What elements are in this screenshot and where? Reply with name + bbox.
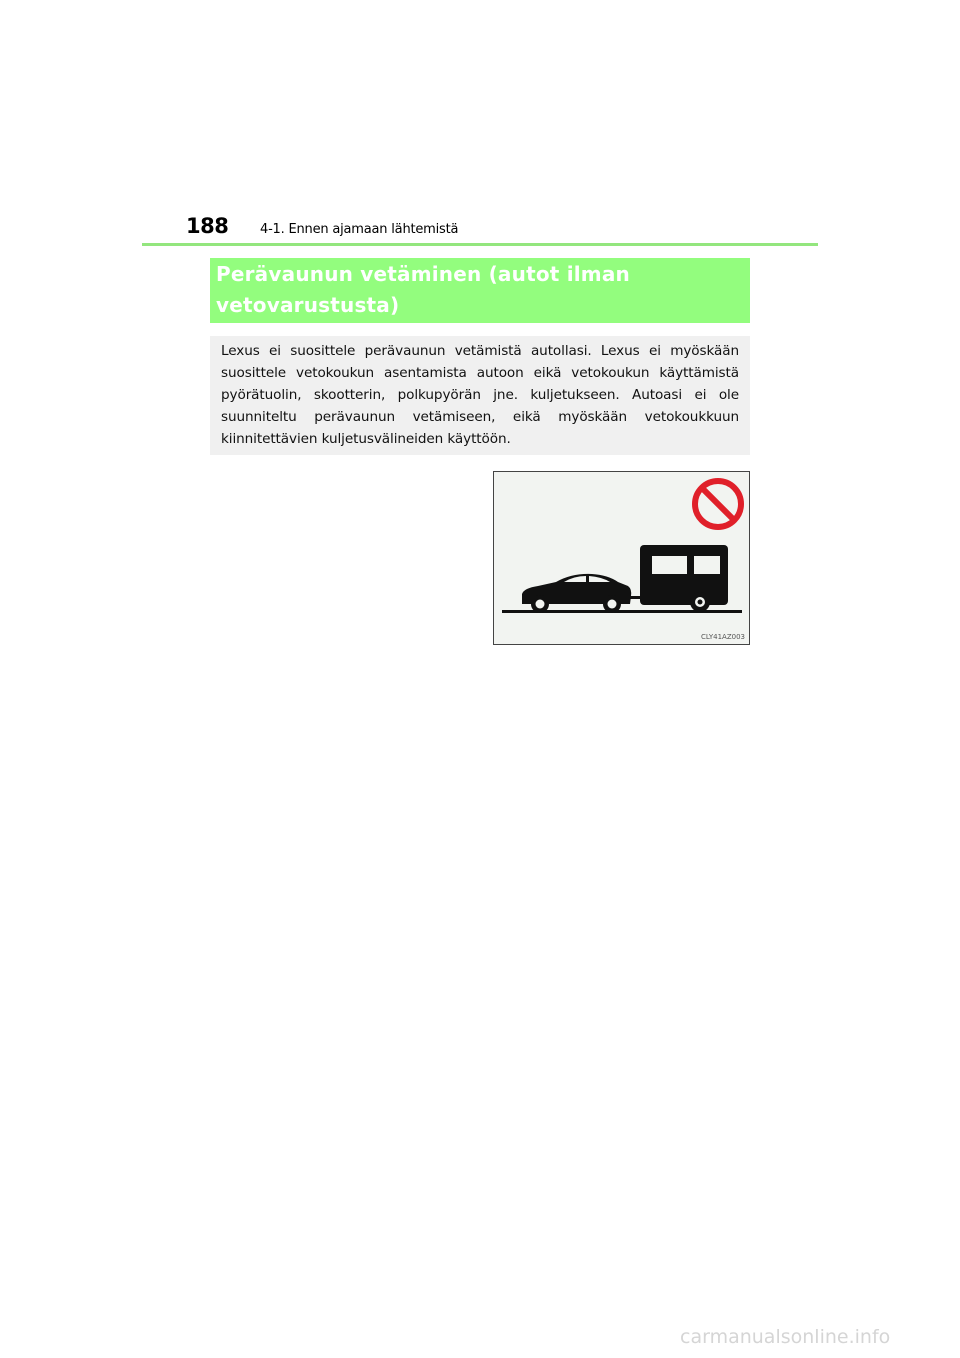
illustration-code: CLY41AZ003	[701, 633, 745, 641]
towing-illustration	[493, 471, 750, 645]
car-icon	[522, 574, 631, 613]
heading-line-1: Perävaunun vetäminen (autot ilman	[216, 262, 630, 286]
body-box	[210, 336, 750, 455]
heading-box	[210, 258, 750, 323]
header-rule	[142, 243, 818, 246]
watermark: carmanualsonline.info	[680, 1326, 891, 1348]
body-paragraph: Lexus ei suosittele perävaunun vetämistä autollasi. Lexus ei myöskään suosittele vetokoukun asentamista autoon eikä vetokoukun käyttämistä pyörätuolin, skootterin, polkupyörän jne. kuljetukseen. Autoasi ei ole suunniteltu perävaunun vetämiseen, eikä myöskään vetokoukkuun kiinnitettävien kuljetusvälineiden käyttöön.	[221, 343, 739, 447]
heading-line-2: vetovarustusta)	[216, 293, 400, 317]
towing-illustration-graphic	[494, 472, 749, 644]
section-title: 4-1. Ennen ajamaan lähtemistä	[260, 222, 459, 237]
page-number: 188	[186, 214, 229, 238]
trailer-icon	[626, 545, 728, 612]
prohibition-icon	[695, 481, 741, 527]
